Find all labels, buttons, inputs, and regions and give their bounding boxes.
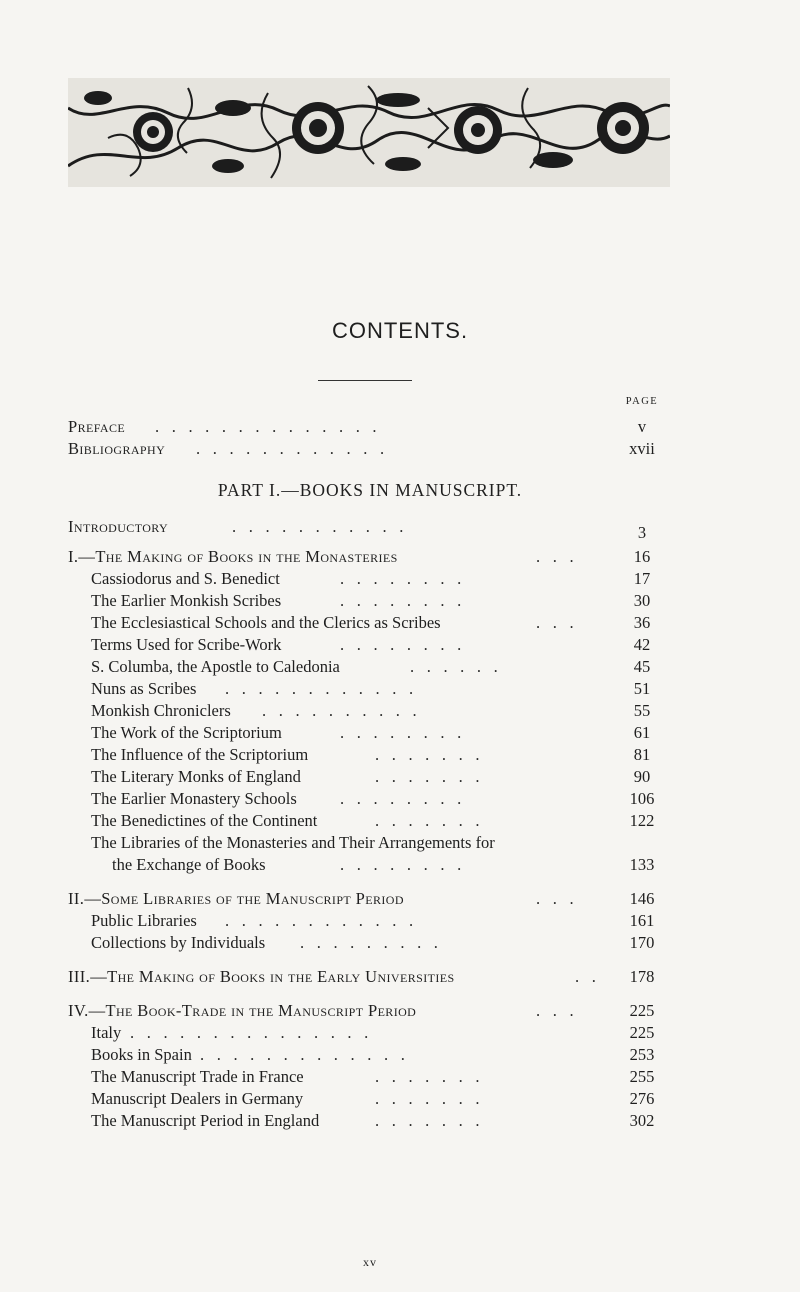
leader-dots: ........ (340, 591, 474, 610)
toc-entry-title: The Influence of the Scriptorium (91, 745, 309, 764)
leader-dots: ........ (340, 855, 474, 874)
toc-chapter-4[interactable] (0, 1000, 800, 1022)
page-column-header: PAGE (625, 396, 659, 407)
leader-dots: ... (536, 547, 587, 566)
leader-dots: ... (536, 1001, 587, 1020)
toc-entry-page: v (637, 417, 647, 436)
toc-entry-page: 133 (629, 855, 655, 874)
toc-entry-page: 122 (629, 811, 655, 830)
leader-dots: .............. (155, 417, 390, 436)
toc-entry-title: Books in Spain (91, 1045, 192, 1064)
leader-dots: ...... (410, 657, 511, 676)
toc-entry-title: The Manuscript Period in England (91, 1111, 320, 1130)
toc-entry-title: Nuns as Scribes (91, 679, 197, 698)
toc-entry[interactable] (0, 678, 800, 700)
toc-entry[interactable] (0, 700, 800, 722)
toc-entry[interactable] (0, 932, 800, 954)
toc-entry-page: 255 (629, 1067, 655, 1086)
toc-entry-page: xvii (629, 439, 655, 458)
toc-entry-page: 3 (637, 523, 647, 542)
toc-entry-page: 55 (633, 701, 651, 720)
toc-entry-page: 225 (629, 1023, 655, 1042)
toc-entry-page: 170 (629, 933, 655, 952)
leader-dots: ....... (375, 811, 493, 830)
toc-entry-page: 90 (633, 767, 651, 786)
toc-chapter-page: 16 (633, 547, 651, 566)
toc-entry-title: Monkish Chroniclers (91, 701, 231, 720)
toc-chapter-1[interactable] (0, 546, 800, 568)
toc-entry-title: the Exchange of Books (112, 855, 266, 874)
toc-entry-title: S. Columba, the Apostle to Caledonia (91, 657, 340, 676)
leader-dots: ........ (340, 789, 474, 808)
toc-entry-page: 51 (633, 679, 651, 698)
toc-entry-continuation[interactable] (0, 854, 800, 876)
leader-dots: ............. (200, 1045, 418, 1064)
toc-chapter-2[interactable] (0, 888, 800, 910)
toc-entry[interactable] (0, 1022, 800, 1044)
toc-entry[interactable] (0, 656, 800, 678)
toc-entry-title: The Manuscript Trade in France (91, 1067, 304, 1086)
leader-dots: ....... (375, 745, 493, 764)
toc-entry-title: Bibliography (68, 439, 166, 458)
toc-entry[interactable] (0, 612, 800, 634)
toc-entry-page: 302 (629, 1111, 655, 1130)
toc-entry-bibliography[interactable] (0, 438, 800, 460)
toc-entry[interactable] (0, 766, 800, 788)
toc-chapter-3[interactable] (0, 966, 800, 988)
leader-dots: ............ (225, 679, 426, 698)
toc-entry-title: Preface (68, 417, 126, 436)
toc-entry-title: Introductory (68, 517, 169, 536)
toc-entry-title: The Libraries of the Monasteries and Their Arrangements for (91, 833, 495, 852)
contents-heading: CONTENTS. (331, 318, 469, 343)
page-number: xv (363, 1255, 377, 1269)
toc-entry[interactable] (0, 832, 800, 854)
toc-entry-page: 253 (629, 1045, 655, 1064)
toc-entry[interactable] (0, 1110, 800, 1132)
leader-dots: ........ (340, 723, 474, 742)
toc-entry[interactable] (0, 1044, 800, 1066)
leader-dots: ... (536, 889, 587, 908)
decorative-headpiece (68, 78, 670, 187)
toc-entry-page: 276 (629, 1089, 655, 1108)
leader-dots: ........ (340, 635, 474, 654)
toc-entry-title: The Work of the Scriptorium (91, 723, 282, 742)
toc-chapter-page: 146 (629, 889, 655, 908)
toc-entry-page: 30 (633, 591, 651, 610)
leader-dots: ....... (375, 1111, 493, 1130)
toc-entry-title: The Literary Monks of England (91, 767, 301, 786)
toc-entry-title: Manuscript Dealers in Germany (91, 1089, 304, 1108)
toc-entry[interactable] (0, 744, 800, 766)
toc-entry[interactable] (0, 910, 800, 932)
leader-dots: ... (536, 613, 587, 632)
toc-entry-title: Cassiodorus and S. Benedict (91, 569, 280, 588)
toc-entry-title: The Ecclesiastical Schools and the Clerics as Scribes (91, 613, 441, 632)
leader-dots: .......... (262, 701, 430, 720)
leader-dots: ........... (232, 517, 416, 536)
toc-entry-title: The Earlier Monkish Scribes (91, 591, 282, 610)
leader-dots: ............ (225, 911, 426, 930)
toc-entry[interactable] (0, 568, 800, 590)
toc-chapter-page: 178 (629, 967, 655, 986)
divider (318, 380, 412, 381)
toc-entry-title: The Earlier Monastery Schools (91, 789, 297, 808)
leader-dots: ....... (375, 1067, 493, 1086)
toc-chapter-title: I.—The Making of Books in the Monasteries (68, 547, 398, 566)
toc-entry-page: 61 (633, 723, 651, 742)
toc-chapter-title: III.—The Making of Books in the Early Universities (68, 967, 455, 986)
toc-chapter-title: IV.—The Book-Trade in the Manuscript Period (68, 1001, 417, 1020)
toc-entry-page: 36 (633, 613, 651, 632)
leader-dots: .. (575, 967, 609, 986)
toc-chapter-title: II.—Some Libraries of the Manuscript Period (68, 889, 404, 908)
toc-entry[interactable] (0, 788, 800, 810)
toc-entry[interactable] (0, 810, 800, 832)
toc-entry-introductory[interactable] (0, 516, 800, 542)
toc-entry-page: 106 (629, 789, 655, 808)
leader-dots: ......... (300, 933, 451, 952)
toc-entry-page: 45 (633, 657, 651, 676)
toc-chapter-page: 225 (629, 1001, 655, 1020)
toc-entry[interactable] (0, 1066, 800, 1088)
toc-entry[interactable] (0, 590, 800, 612)
toc-entry-title: Public Libraries (91, 911, 197, 930)
toc-entry-page: 81 (633, 745, 651, 764)
toc-entry-page: 161 (629, 911, 655, 930)
toc-entry-title: Collections by Individuals (91, 933, 266, 952)
toc-entry-preface[interactable] (0, 416, 800, 438)
toc-entry-page: 42 (633, 635, 651, 654)
toc-entry-title: Terms Used for Scribe-Work (91, 635, 282, 654)
toc-entry-title: Italy (91, 1023, 122, 1042)
part-title: PART I.—BOOKS IN MANUSCRIPT. (217, 480, 523, 500)
toc-entry[interactable] (0, 722, 800, 744)
leader-dots: ....... (375, 1089, 493, 1108)
toc-entry[interactable] (0, 634, 800, 656)
leader-dots: ............... (130, 1023, 381, 1042)
leader-dots: ....... (375, 767, 493, 786)
toc-entry[interactable] (0, 1088, 800, 1110)
toc-entry-title: The Benedictines of the Continent (91, 811, 318, 830)
leader-dots: ............ (196, 439, 397, 458)
leader-dots: ........ (340, 569, 474, 588)
toc-entry-page: 17 (633, 569, 651, 588)
